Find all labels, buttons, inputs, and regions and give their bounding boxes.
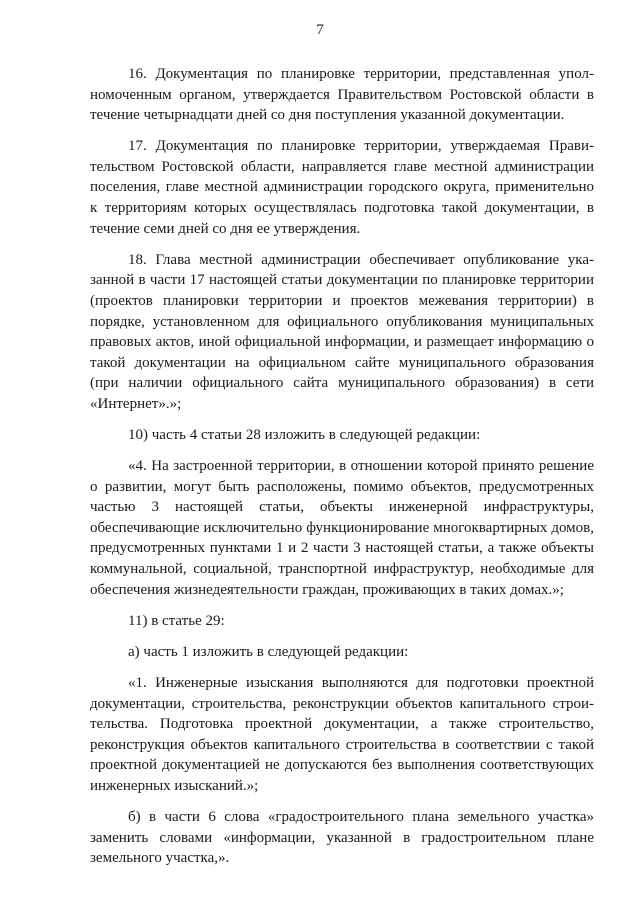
document-body	[90, 64, 594, 879]
paragraph-quote-part-1: «1. Инженерные изыскания выполняются для подготовки проектной документации, строительства, реконструкции объектов капитального строительства. Подготовка проектной документации, а также строительство, реконструкция объектов капитального строительства в соответствии с такой проектной документацией не допускаются без выполнения соответствующих инженерных изысканий.»;	[90, 674, 594, 794]
paragraph-quote-part-4: «4. На застроенной территории, в отношении которой принято решение о развитии, могут быть расположены, помимо объектов, предусмотренных частью 3 настоящей статьи, объекты инженерной инфраструктуры, обеспечивающие исключительно функционирование многоквартирных домов, предусмотренных пунктами 1 и 2 части 3 настоящей статьи, а также объекты коммунальной, социальной, транспортной инфраструктур, необходимые для обеспечения жизнедеятельности граждан, проживающих в таких домах.»;	[90, 458, 594, 598]
paragraph-item-10: 10) часть 4 статьи 28 изложить в следующей редакции:	[128, 427, 481, 443]
page-number: 7	[316, 22, 324, 38]
paragraph-subitem-a: а) часть 1 изложить в следующей редакции:	[128, 643, 409, 660]
paragraph-18: 18. Глава местной администрации обеспечивает опубликование указанной в части 17 настоящей статьи документации по планировке территории (проектов планировки территории и проектов межевания территории) в порядке, установленном для официального опубликования муниципальных правовых актов, иной официальной информации, и размещает информацию о такой документации на официальном сайте муниципального образования (при наличии официального сайта муниципального образования) в сети «Интернет».»;	[90, 251, 594, 412]
paragraph-subitem-b: б) в части 6 слова «градостроительного плана земельного участка» заменить словами «информации, указанной в градостроительном плане земельного участка,».	[90, 809, 594, 867]
paragraph-17: 17. Документация по планировке территории, утверждаемая Правительством Ростовской области, направляется главе местной администрации поселения, главе местной администрации городского округа, применительно к территориям которых осуществлялась подготовка такой документации, в течение семи дней со дня ее утверждения.	[90, 138, 594, 237]
paragraph-16: 16. Документация по планировке территории, представленная уполномоченным органом, утверждается Правительством Ростовской области в течение четырнадцати дней со дня поступления указанной документации.	[90, 66, 594, 124]
paragraph-item-11: 11) в статье 29:	[128, 612, 225, 629]
